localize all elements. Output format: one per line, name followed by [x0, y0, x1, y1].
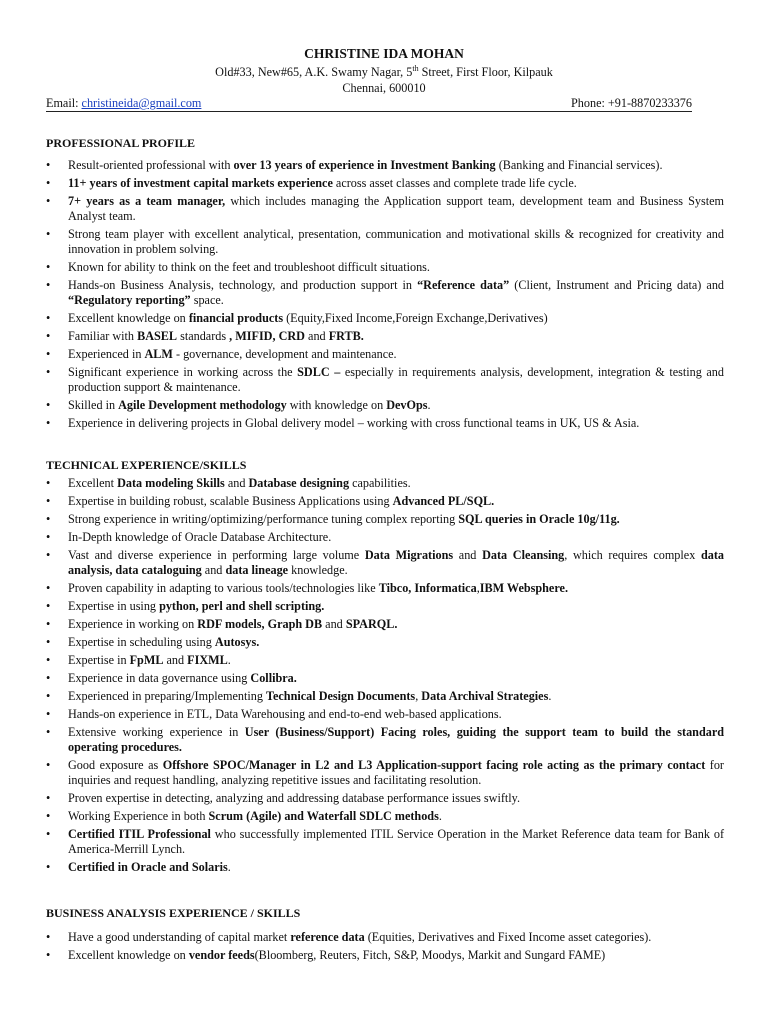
bold-text: SDLC – — [297, 365, 341, 379]
list-item — [46, 948, 724, 963]
bold-text: Certified in Oracle and Solaris — [68, 860, 228, 874]
bold-text: Offshore SPOC/Manager in L2 and L3 Application-support facing role acting as the primary contact — [162, 758, 706, 772]
text: Expertise in — [68, 653, 130, 667]
text: Experienced in — [68, 347, 145, 361]
list-item — [46, 416, 724, 431]
address-part-2: Street, First Floor, Kilpauk — [418, 65, 553, 79]
bold-text: Certified ITIL Professional — [68, 827, 211, 841]
list-item — [46, 581, 724, 596]
list-item — [46, 548, 724, 578]
text: and — [224, 476, 249, 490]
professional-profile-list — [46, 158, 724, 434]
text: knowledge. — [288, 563, 348, 577]
list-item — [46, 791, 724, 806]
text: , which requires complex — [564, 548, 701, 562]
address-line-2: Chennai, 600010 — [342, 81, 426, 95]
address-line-1 — [0, 65, 768, 80]
bold-text: Autosys. — [214, 635, 260, 649]
text: . — [438, 809, 442, 823]
bold-text: “Reference data” — [417, 278, 510, 292]
address-superscript: th — [412, 63, 419, 73]
text: . — [227, 860, 231, 874]
email-label: Email: — [46, 96, 82, 110]
text: (Equities, Derivatives and Fixed Income asset categories). — [364, 930, 652, 944]
text: Excellent — [68, 476, 118, 490]
list-item — [46, 260, 724, 275]
bold-text: vendor feeds — [188, 948, 255, 962]
text: (Bloomberg, Reuters, Fitch, S&P, Moodys, Markit and Sungard FAME) — [254, 948, 606, 962]
text: space. — [190, 293, 224, 307]
text: Excellent knowledge on — [68, 948, 189, 962]
text: across asset classes and complete trade life cycle. — [332, 176, 577, 190]
text: and — [322, 617, 346, 631]
bold-text: Scrum (Agile) and Waterfall SDLC methods — [208, 809, 439, 823]
text: Result-oriented professional with — [68, 158, 234, 172]
text: and — [453, 548, 483, 562]
text: Expertise in using — [68, 599, 160, 613]
list-item — [46, 689, 724, 704]
technical-skills-heading: TECHNICAL EXPERIENCE/SKILLS — [46, 458, 247, 472]
list-item — [46, 158, 724, 173]
bold-text: DevOps — [386, 398, 428, 412]
bold-text: Data Archival Strategies — [421, 689, 549, 703]
text: and — [304, 329, 329, 343]
bold-text: FpML — [129, 653, 164, 667]
text: which includes managing the Application support team, development team and Business System Analyst team. — [68, 194, 724, 223]
list-item — [46, 476, 724, 491]
text: Expertise in scheduling using — [68, 635, 215, 649]
text: (Banking and Financial services). — [495, 158, 663, 172]
text: Have a good understanding of capital market — [68, 930, 291, 944]
text: standards — [177, 329, 230, 343]
bold-text: 7+ years as a team manager, — [68, 194, 226, 208]
bold-text: SPARQL. — [345, 617, 398, 631]
technical-skills-list — [46, 476, 724, 878]
text: capabilities. — [349, 476, 411, 490]
list-item — [46, 653, 724, 668]
bold-text: Tibco, Informatica — [378, 581, 477, 595]
list-item — [46, 530, 724, 545]
bold-text: Agile Development methodology — [118, 398, 287, 412]
list-item — [46, 329, 724, 344]
email-block — [46, 96, 201, 111]
bold-text: data analysis, data cataloguing — [68, 548, 724, 577]
list-item — [46, 311, 724, 326]
text: Proven expertise in detecting, analyzing and addressing database performance issues swiftly. — [68, 791, 521, 805]
bold-text: FRTB. — [328, 329, 364, 343]
list-item — [46, 707, 724, 722]
bold-text: 11+ years of investment capital markets experience — [68, 176, 333, 190]
text: , — [476, 581, 480, 595]
text: (Client, Instrument and Pricing data) and — [509, 278, 725, 292]
list-item — [46, 599, 724, 614]
business-analysis-heading: BUSINESS ANALYSIS EXPERIENCE / SKILLS — [46, 906, 301, 920]
list-item — [46, 725, 724, 755]
text: and — [163, 653, 188, 667]
text: Extensive working experience in — [68, 725, 245, 739]
professional-profile-heading: PROFESSIONAL PROFILE — [46, 136, 196, 150]
bold-text: , MIFID, CRD — [229, 329, 305, 343]
text: . — [548, 689, 552, 703]
bold-text: Data Cleansing — [482, 548, 565, 562]
text: Experience in working on — [68, 617, 198, 631]
list-item — [46, 398, 724, 413]
text: In-Depth knowledge of Oracle Database Architecture. — [68, 530, 332, 544]
business-analysis-list — [46, 930, 724, 966]
text: Known for ability to think on the feet and troubleshoot difficult situations. — [68, 260, 430, 274]
bold-text: ALM — [144, 347, 173, 361]
bold-text: FIXML — [187, 653, 228, 667]
bold-text: Advanced PL/SQL. — [392, 494, 495, 508]
list-item — [46, 347, 724, 362]
text: who successfully implemented ITIL Service Operation in the Market Reference data team for Bank of America-Merrill Lynch. — [68, 827, 725, 856]
text: Strong experience in writing/optimizing/performance tuning complex reporting — [68, 512, 459, 526]
bold-text: over 13 years of experience in Investment Banking — [233, 158, 496, 172]
list-item — [46, 930, 724, 945]
bold-text: financial products — [188, 311, 284, 325]
bold-text: RDF models, Graph DB — [197, 617, 323, 631]
list-item — [46, 176, 724, 191]
candidate-name: CHRISTINE IDA MOHAN — [304, 46, 464, 61]
text: Experience in data governance using — [68, 671, 251, 685]
text: for inquiries and request handling, analyzing repetitive issues and facilitating resolution. — [68, 758, 724, 787]
text: , — [415, 689, 422, 703]
text: Hands-on experience in ETL, Data Warehousing and end-to-end web-based applications. — [68, 707, 502, 721]
list-item — [46, 635, 724, 650]
list-item — [46, 827, 724, 857]
bold-text: User (Business/Support) Facing roles, guiding the support team to build the standard operating procedures. — [68, 725, 725, 754]
bold-text: “Regulatory reporting” — [68, 293, 191, 307]
text: Hands-on Business Analysis, technology, and production support in — [68, 278, 418, 292]
text: Significant experience in working across the — [68, 365, 298, 379]
phone-number: Phone: +91-8870233376 — [571, 96, 692, 110]
text: and — [201, 563, 226, 577]
text: with knowledge on — [286, 398, 387, 412]
bold-text: Technical Design Documents — [265, 689, 416, 703]
text: . — [227, 653, 231, 667]
list-item — [46, 278, 724, 308]
text: - governance, development and maintenance. — [172, 347, 397, 361]
text: especially in requirements analysis, development, integration & testing and production support & maintenance. — [68, 365, 724, 394]
bold-text: Database designing — [248, 476, 350, 490]
list-item — [46, 365, 724, 395]
list-item — [46, 758, 724, 788]
text: Skilled in — [68, 398, 119, 412]
text: Good exposure as — [68, 758, 163, 772]
list-item — [46, 494, 724, 509]
address-part-1: Old#33, New#65, A.K. Swamy Nagar, 5 — [215, 65, 413, 79]
bold-text: Data Migrations — [364, 548, 454, 562]
text: Experience in delivering projects in Global delivery model – working with cross functional teams in UK, US & Asia. — [68, 416, 640, 430]
list-item — [46, 512, 724, 527]
text: Proven capability in adapting to various tools/technologies like — [68, 581, 379, 595]
bold-text: Collibra. — [250, 671, 297, 685]
text: Excellent knowledge on — [68, 311, 189, 325]
text: Vast and diverse experience in performing large volume — [68, 548, 365, 562]
list-item — [46, 617, 724, 632]
bold-text: BASEL — [137, 329, 178, 343]
list-item — [46, 809, 724, 824]
bold-text: reference data — [290, 930, 365, 944]
bold-text: data lineage — [225, 563, 289, 577]
text: . — [427, 398, 431, 412]
email-link[interactable]: christineida@gmail.com — [81, 96, 202, 110]
text: Expertise in building robust, scalable Business Applications using — [68, 494, 393, 508]
contact-line — [46, 96, 692, 112]
list-item — [46, 671, 724, 686]
bold-text: python, perl and shell scripting. — [159, 599, 325, 613]
bold-text: SQL queries in Oracle 10g/11g. — [458, 512, 620, 526]
text: (Equity,Fixed Income,Foreign Exchange,Derivatives) — [283, 311, 548, 325]
text: Strong team player with excellent analytical, presentation, communication and motivational skills & recognized for creativity and innovation in problem solving. — [68, 227, 724, 256]
bold-text: Data modeling Skills — [117, 476, 225, 490]
bold-text: IBM Websphere. — [479, 581, 568, 595]
list-item — [46, 227, 724, 257]
text: Familiar with — [68, 329, 138, 343]
list-item — [46, 860, 724, 875]
text: Working Experience in both — [68, 809, 209, 823]
list-item — [46, 194, 724, 224]
text: Experienced in preparing/Implementing — [68, 689, 266, 703]
